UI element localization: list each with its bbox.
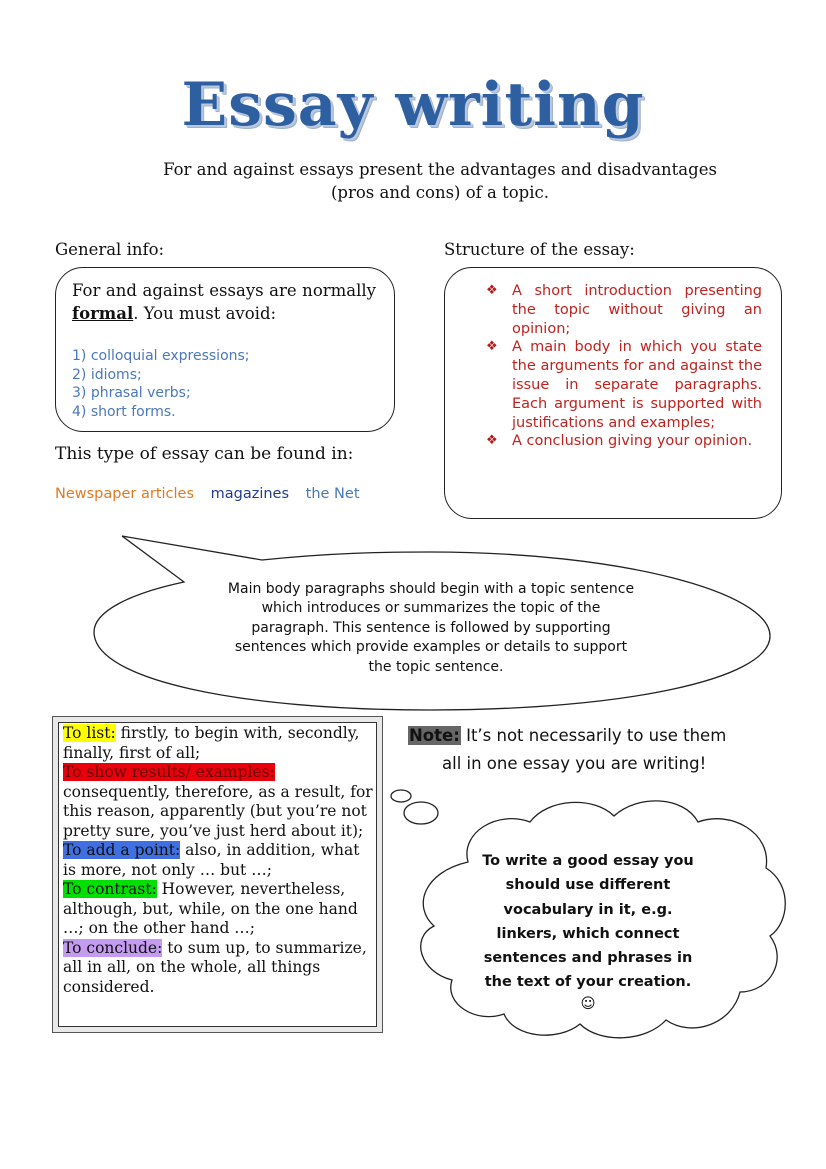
avoid-list <box>72 347 372 421</box>
structure-item-text: A main body in which you state the arguments for and against the issue in separate paragraphs. Each argument is supported with justifications and examples; <box>512 339 762 431</box>
note-line-1: It’s not necessarily to use them <box>460 726 727 745</box>
intro-text <box>110 158 770 204</box>
general-info-text-start: For and against essays are normally <box>72 281 376 300</box>
structure-heading: Structure of the essay: <box>444 240 635 259</box>
bubble-line: the topic sentence. <box>368 658 504 675</box>
linker-label-contrast: To contrast: <box>63 880 157 898</box>
linkers-text <box>63 724 375 997</box>
place-magazines: magazines <box>210 486 290 502</box>
structure-item-text: A conclusion giving your opinion. <box>512 433 753 450</box>
note-label: Note: <box>409 726 460 745</box>
linker-label-add: To add a point: <box>63 841 181 859</box>
cloud-line: vocabulary in it, e.g. <box>503 901 673 918</box>
page-title: Essay writing <box>181 70 645 140</box>
cloud-line: sentences and phrases in <box>483 950 693 967</box>
list-item: 1) colloquial expressions; <box>72 348 250 364</box>
linker-text-list: firstly, to begin with, secondly, finally, first of all; <box>63 724 360 762</box>
list-item: 2) idioms; <box>72 366 142 383</box>
list-item: 3) phrasal verbs; <box>72 385 191 402</box>
linker-label-conclude: To conclude: <box>63 938 163 957</box>
intro-line-1: For and against essays present the advantages and disadvantages <box>163 160 717 179</box>
place-the-net: the Net <box>305 486 360 502</box>
linker-label-list: To list: <box>63 724 116 742</box>
found-in-places <box>55 486 372 502</box>
cloud-line: should use different <box>505 877 671 894</box>
bubble-line: which introduces or summarizes the topic of the <box>261 600 601 617</box>
bubble-line: sentences which provide examples or details to support <box>234 639 628 656</box>
list-item: 4) short forms. <box>72 403 176 420</box>
diamond-bullet-icon: ❖ <box>486 339 498 355</box>
thought-cloud-text <box>470 849 706 1013</box>
linker-text-add: also, in addition, what is more, not only … but …; <box>63 841 360 879</box>
formal-keyword: formal <box>72 304 134 323</box>
structure-item-main-body <box>486 338 762 432</box>
cloud-line: To write a good essay you <box>482 853 694 869</box>
intro-line-2: (pros and cons) of a topic. <box>330 183 549 202</box>
structure-item-introduction <box>486 282 762 338</box>
speech-bubble-text <box>196 580 666 677</box>
diamond-bullet-icon: ❖ <box>486 283 498 298</box>
diamond-bullet-icon: ❖ <box>486 433 498 449</box>
linker-text-results: consequently, therefore, as a result, for this reason, apparently (but you’re not pretty sure, you’ve just herd about it); <box>63 782 373 840</box>
structure-list <box>486 282 762 451</box>
bubble-line: Main body paragraphs should begin with a topic sentence <box>227 581 635 597</box>
note <box>408 722 768 778</box>
found-in-heading: This type of essay can be found in: <box>55 444 354 464</box>
linker-text-contrast: However, nevertheless, although, but, while, on the one hand …; on the other hand …; <box>63 880 358 937</box>
structure-item-text: A short introduction presenting the topic without giving an opinion; <box>512 283 762 337</box>
cloud-line: linkers, which connect <box>496 925 680 942</box>
structure-item-conclusion <box>486 432 762 451</box>
general-info-heading: General info: <box>55 240 165 259</box>
smiley-icon: ☺ <box>580 995 596 1012</box>
note-line-2: all in one essay you are writing! <box>442 754 707 773</box>
place-newspaper-articles: Newspaper articles <box>55 486 195 502</box>
bubble-line: paragraph. This sentence is followed by supporting <box>251 619 611 636</box>
cloud-line: the text of your creation. <box>484 974 692 991</box>
linker-text-conclude: to sum up, to summarize, all in all, on the whole, all things considered. <box>63 938 367 996</box>
general-info-text <box>72 279 376 325</box>
general-info-text-end: . You must avoid: <box>133 304 277 323</box>
linker-label-results: To show results/ examples: <box>63 763 275 781</box>
